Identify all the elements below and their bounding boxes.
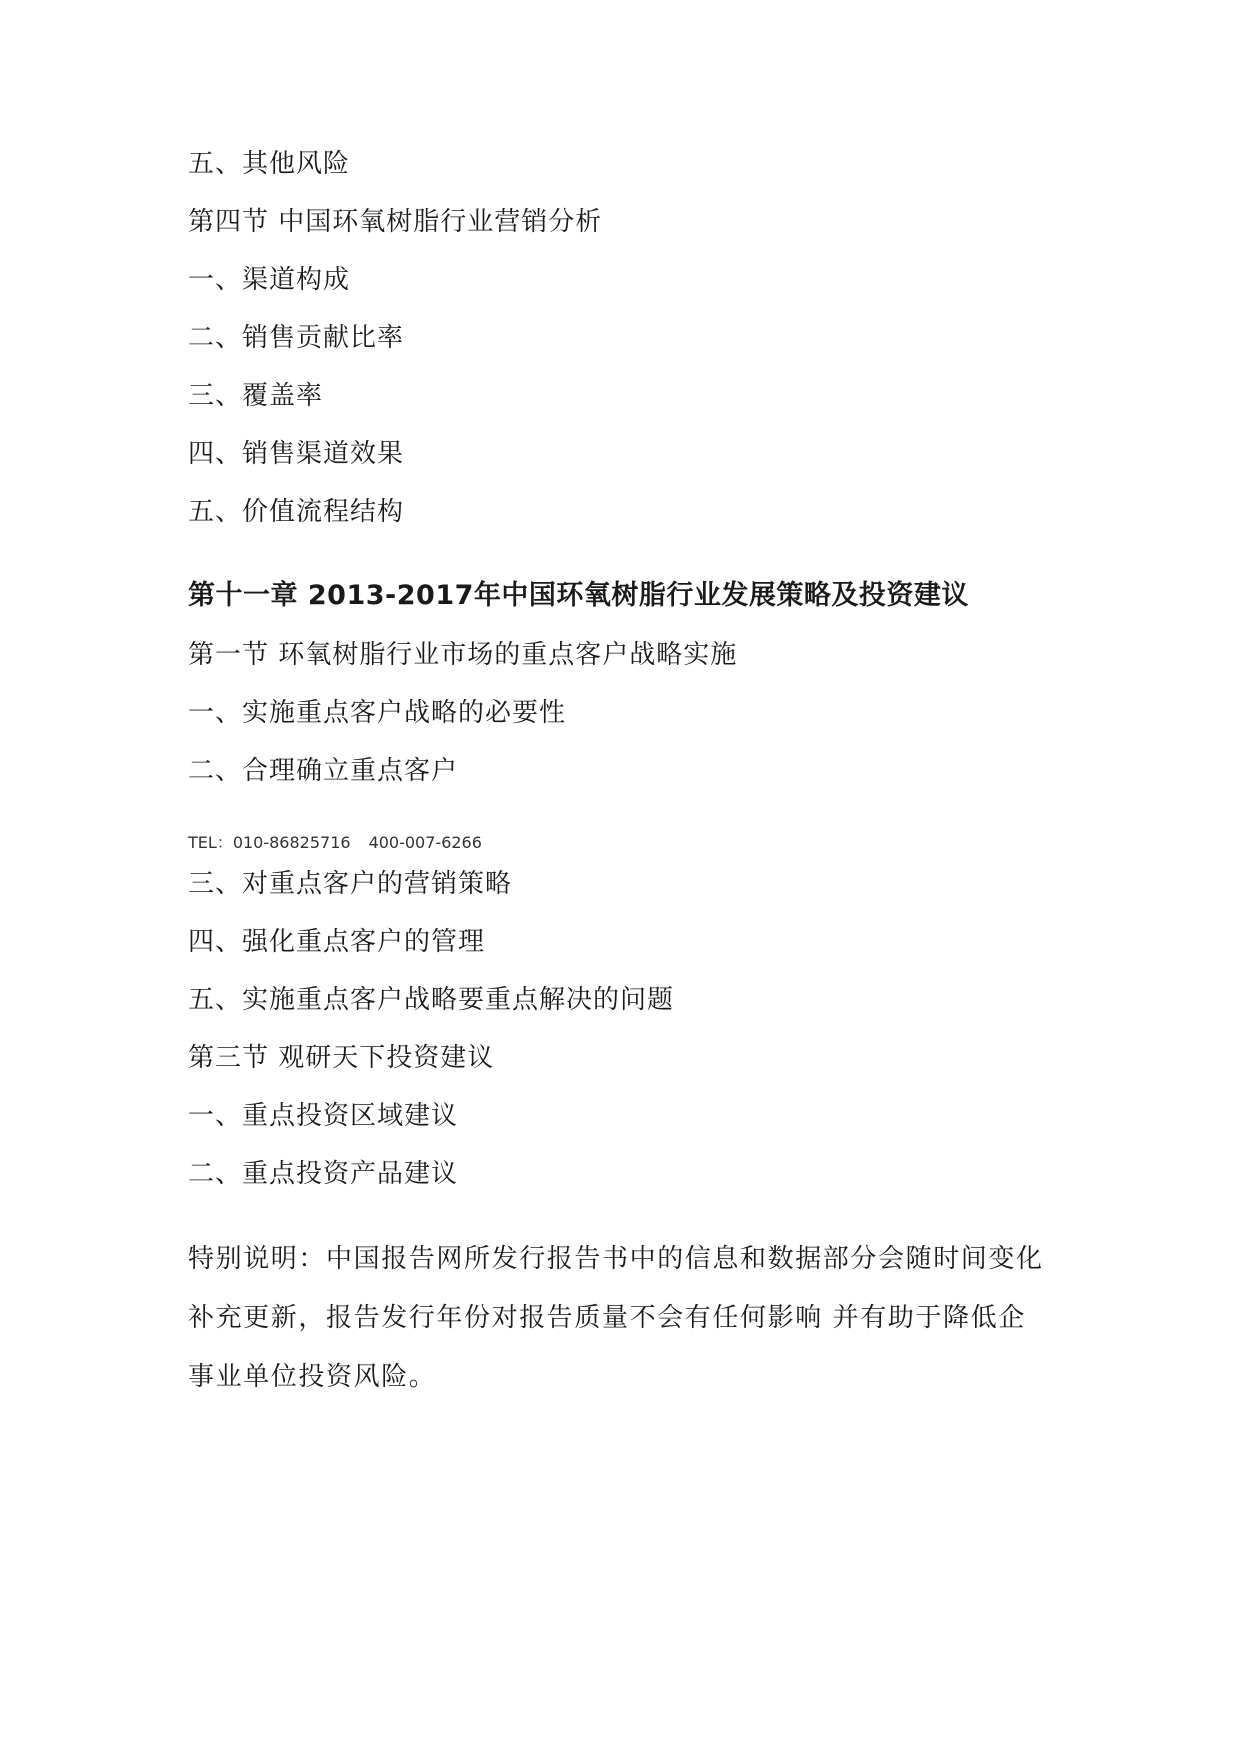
special-note-line: 补充更新，报告发行年份对报告质量不会有任何影响 并有助于降低企 [188, 1303, 1026, 1333]
toc-entry: 一、实施重点客户战略的必要性 [188, 698, 567, 728]
tel-label: TEL： [188, 833, 233, 852]
toc-entry: 四、强化重点客户的管理 [188, 927, 486, 957]
toc-entry: 三、覆盖率 [188, 381, 324, 411]
toc-entry: 五、实施重点客户战略要重点解决的问题 [188, 985, 675, 1015]
phone-number: 010-86825716 [232, 833, 351, 852]
toc-entry: 二、合理确立重点客户 [188, 756, 459, 786]
toc-section-heading: 第一节 环氧树脂行业市场的重点客户战略实施 [188, 640, 738, 670]
special-note-line: 事业单位投资风险。 [188, 1362, 437, 1392]
contact-line [188, 833, 482, 853]
chapter-heading: 第十一章 2013-2017年中国环氧树脂行业发展策略及投资建议 [188, 580, 969, 611]
toc-entry: 四、销售渠道效果 [188, 439, 405, 469]
toc-entry: 一、重点投资区域建议 [188, 1101, 459, 1131]
toc-entry: 一、渠道构成 [188, 265, 351, 295]
toc-entry: 五、其他风险 [188, 149, 351, 179]
special-note-line: 特别说明：中国报告网所发行报告书中的信息和数据部分会随时间变化 [188, 1244, 1044, 1274]
toc-entry: 三、对重点客户的营销策略 [188, 869, 513, 899]
toc-entry: 二、销售贡献比率 [188, 323, 405, 353]
phone-number: 400-007-6266 [368, 833, 482, 852]
toc-section-heading: 第三节 观研天下投资建议 [188, 1043, 495, 1073]
toc-section-heading: 第四节 中国环氧树脂行业营销分析 [188, 207, 603, 237]
toc-entry: 二、重点投资产品建议 [188, 1159, 459, 1189]
toc-entry: 五、价值流程结构 [188, 497, 405, 527]
